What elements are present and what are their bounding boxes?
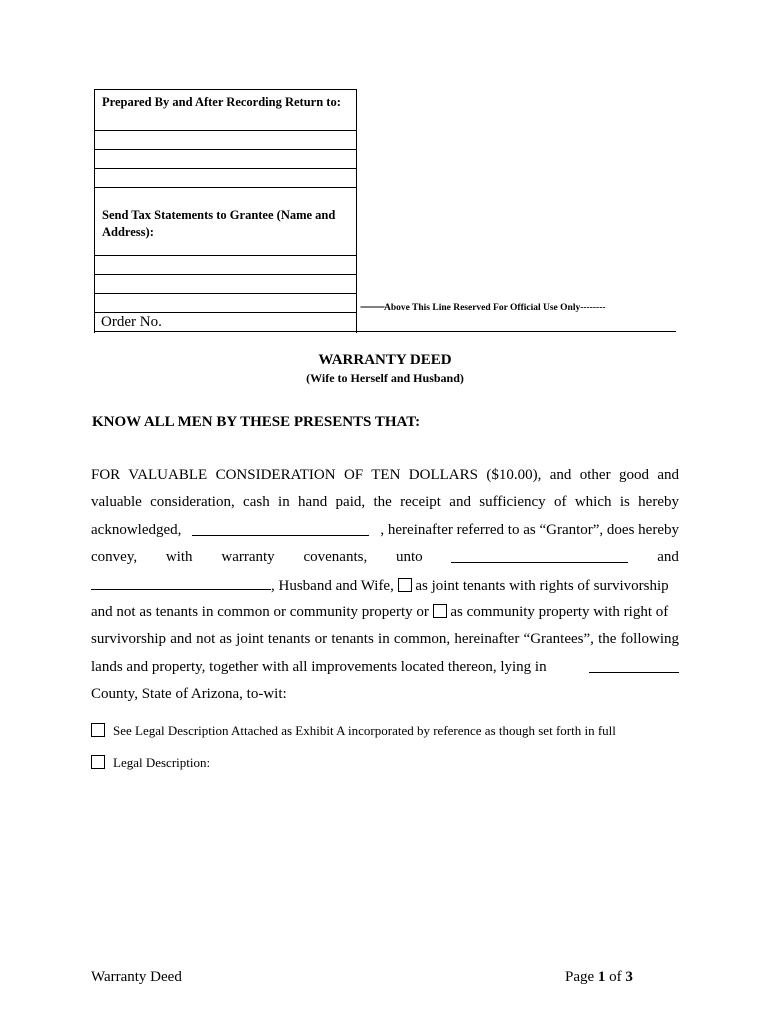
footer-page-number	[565, 969, 633, 986]
footer-document-name: Warranty Deed	[91, 969, 182, 985]
body-line-6	[91, 604, 679, 621]
joint-tenants-text: as joint tenants with rights of survivorship	[415, 578, 669, 594]
return-to-line-1[interactable]	[94, 130, 356, 131]
return-to-line-2[interactable]	[94, 149, 356, 150]
body-line-7-text: survivorship and not as joint tenants or tenants in common, hereinafter “Grantees”, the following	[91, 631, 679, 647]
word-with: with	[165, 549, 193, 565]
acknowledged-label: acknowledged,	[91, 522, 182, 538]
grantee-address-line-3[interactable]	[94, 293, 356, 294]
legal-description-checkbox[interactable]	[91, 755, 105, 769]
word-covenants: covenants,	[303, 549, 368, 565]
body-line-7	[91, 631, 679, 648]
return-to-line-3[interactable]	[94, 168, 356, 169]
send-tax-statements-label: Send Tax Statements to Grantee (Name and Address):	[102, 208, 336, 239]
body-line-3	[91, 522, 679, 539]
return-to-line-4[interactable]	[94, 187, 356, 188]
grantee-address-line-4[interactable]	[94, 312, 356, 313]
order-no-label: Order No.	[101, 314, 162, 330]
legal-description-option	[91, 755, 210, 771]
legal-description-label: Legal Description:	[113, 755, 211, 770]
body-line-1	[91, 467, 679, 484]
of-word: of	[609, 969, 622, 985]
tenants-in-common-text: and not as tenants in common or community property or	[91, 604, 429, 620]
grantor-clause: , hereinafter referred to as “Grantor”, does hereby	[380, 522, 679, 538]
grantee-2-name-blank[interactable]	[91, 576, 271, 590]
word-unto: unto	[396, 549, 423, 565]
grantor-name-blank[interactable]	[192, 522, 369, 536]
community-property-checkbox[interactable]	[433, 604, 447, 618]
official-use-rule	[94, 331, 676, 332]
prepared-by-label: Prepared By and After Recording Return to:	[102, 95, 341, 109]
county-name-blank[interactable]	[589, 659, 679, 673]
grantee-1-name-blank[interactable]	[451, 549, 628, 563]
exhibit-a-option	[91, 723, 616, 739]
current-page: 1	[597, 969, 606, 985]
word-and: and	[657, 549, 679, 565]
body-line-8	[91, 659, 679, 676]
body-line-5	[91, 576, 679, 595]
body-line-9	[91, 686, 679, 703]
joint-tenants-checkbox[interactable]	[398, 578, 412, 592]
body-line-2-text: valuable consideration, cash in hand paid, the receipt and sufficiency of which is hereby	[91, 494, 679, 510]
official-use-text: Above This Line Reserved For Official Use Only--------	[383, 303, 606, 313]
grantee-address-line-2[interactable]	[94, 274, 356, 275]
body-line-1-text: FOR VALUABLE CONSIDERATION OF TEN DOLLARS ($10.00), and other good and	[91, 467, 679, 483]
husband-and-wife-text: , Husband and Wife,	[271, 578, 394, 594]
word-convey: convey,	[91, 549, 138, 565]
document-subtitle: (Wife to Herself and Husband)	[306, 371, 464, 385]
exhibit-a-checkbox[interactable]	[91, 723, 105, 737]
official-use-note	[360, 299, 606, 314]
word-warranty: warranty	[221, 549, 275, 565]
county-state-text: County, State of Arizona, to-wit:	[91, 686, 287, 702]
document-title: WARRANTY DEED	[318, 352, 452, 368]
community-property-text: as community property with right of	[450, 604, 669, 620]
know-all-men-heading: KNOW ALL MEN BY THESE PRESENTS THAT:	[92, 414, 421, 430]
official-use-dashes: --------	[360, 299, 384, 313]
lands-and-property-text: lands and property, together with all improvements located thereon, lying in	[91, 659, 547, 675]
exhibit-a-label: See Legal Description Attached as Exhibit A incorporated by reference as though set forth in full	[113, 723, 616, 738]
page-word: Page	[565, 969, 595, 985]
total-pages: 3	[625, 969, 633, 985]
grantee-address-line-1[interactable]	[94, 255, 356, 256]
body-line-4	[91, 549, 679, 566]
body-line-2	[91, 494, 679, 511]
